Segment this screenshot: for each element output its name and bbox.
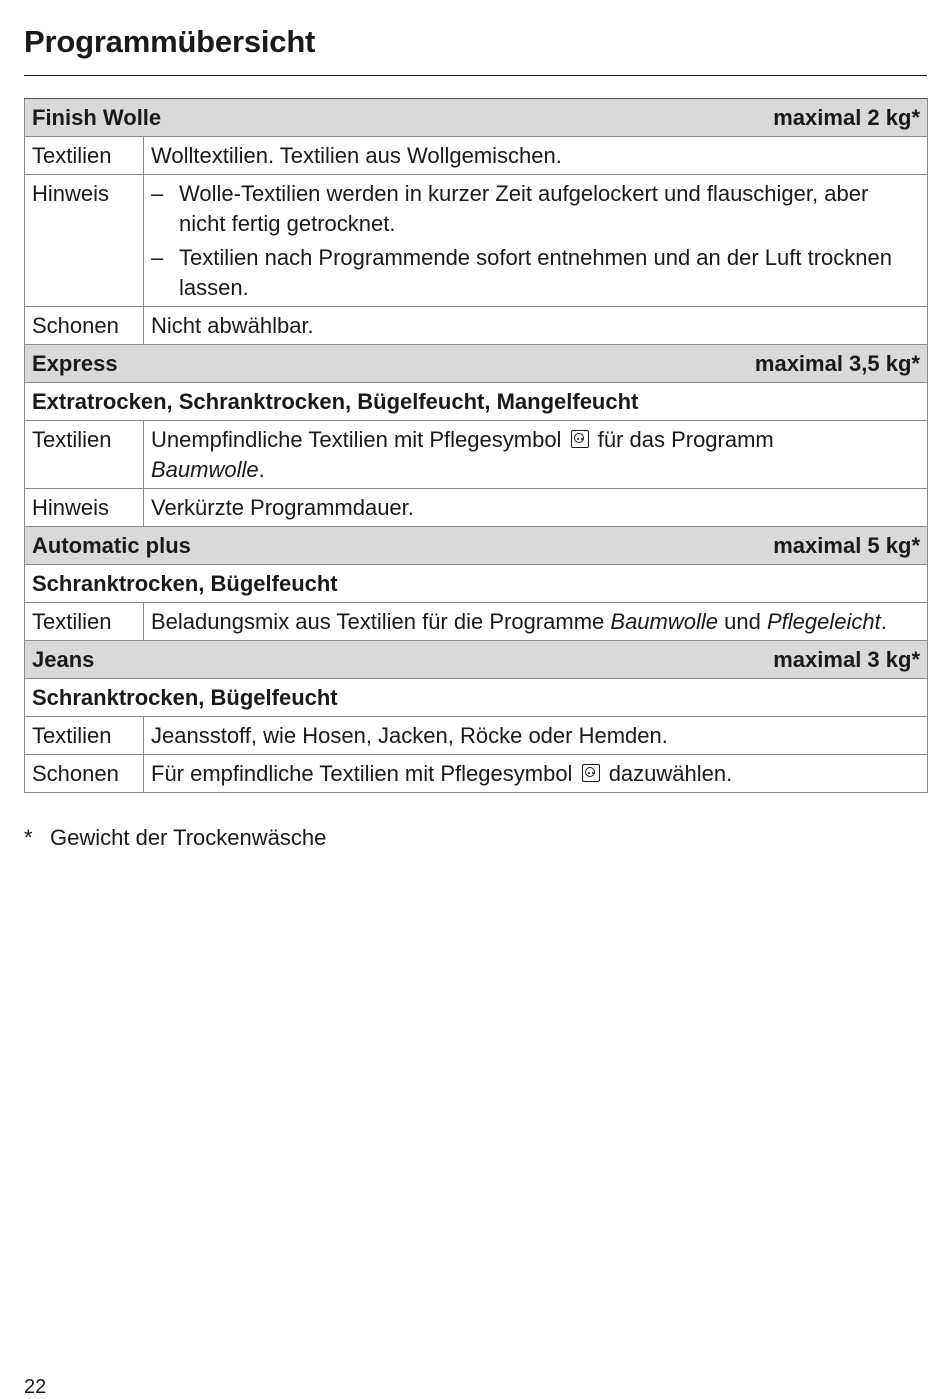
program-max-load: maximal 3 kg*	[773, 647, 920, 672]
row-value: Wolltextilien. Textilien aus Wollgemischen.	[144, 137, 928, 175]
program-header-automatic-plus	[25, 527, 928, 565]
dryness-levels: Extratrocken, Schranktrocken, Bügelfeucht, Mangelfeucht	[25, 383, 928, 421]
dryness-levels-row	[25, 679, 928, 717]
footnote-marker: *	[24, 825, 33, 850]
row-label: Textilien	[25, 717, 144, 755]
row-label: Textilien	[25, 421, 144, 489]
program-reference: Baumwolle	[151, 457, 259, 482]
table-row	[25, 755, 928, 793]
row-label: Schonen	[25, 755, 144, 793]
table-row	[25, 307, 928, 345]
program-name: Automatic plus	[32, 533, 191, 558]
page-title: Programmübersicht	[24, 24, 316, 59]
row-label: Schonen	[25, 307, 144, 345]
row-label: Hinweis	[25, 489, 144, 527]
row-value	[144, 603, 928, 641]
dash-marker: –	[151, 181, 164, 206]
dash-marker: –	[151, 245, 164, 270]
row-value: Nicht abwählbar.	[144, 307, 928, 345]
footnote	[24, 825, 326, 851]
dryness-levels-row	[25, 565, 928, 603]
hint-text: Textilien nach Programmende sofort entnehmen und an der Luft trocknen lassen.	[179, 245, 892, 300]
hint-list	[144, 175, 928, 307]
title-divider	[24, 75, 927, 76]
text-segment: dazuwählen.	[608, 761, 733, 786]
dryness-levels: Schranktrocken, Bügelfeucht	[25, 565, 928, 603]
row-value: Verkürzte Programmdauer.	[144, 489, 928, 527]
program-overview-table	[24, 98, 928, 793]
program-header-finish-wolle	[25, 99, 928, 137]
row-value	[144, 421, 928, 489]
text-segment: .	[880, 609, 887, 634]
page-number: 22	[24, 1376, 47, 1398]
table-row	[25, 717, 928, 755]
table-row	[25, 137, 928, 175]
program-max-load: maximal 2 kg*	[773, 105, 920, 130]
hint-item	[151, 179, 920, 239]
table-row	[25, 175, 928, 307]
program-header-jeans	[25, 641, 928, 679]
row-value	[144, 755, 928, 793]
tumble-dry-normal-icon	[571, 430, 589, 448]
text-segment: für das Programm	[597, 427, 774, 452]
text-segment: Unempfindliche Textilien mit Pflegesymbol	[151, 427, 562, 452]
hint-text: Wolle-Textilien werden in kurzer Zeit aufgelockert und flauschiger, aber nicht fertig getrocknet.	[179, 181, 869, 236]
program-reference: Baumwolle	[610, 609, 718, 634]
program-header-express	[25, 345, 928, 383]
dryness-levels: Schranktrocken, Bügelfeucht	[25, 679, 928, 717]
program-name: Finish Wolle	[32, 105, 162, 130]
row-label: Textilien	[25, 603, 144, 641]
row-label: Hinweis	[25, 175, 144, 307]
program-name: Express	[32, 351, 118, 376]
hint-item	[151, 243, 920, 303]
table-row	[25, 489, 928, 527]
text-segment: und	[724, 609, 761, 634]
table-row	[25, 421, 928, 489]
table-row	[25, 603, 928, 641]
text-segment: Beladungsmix aus Textilien für die Programme	[151, 609, 605, 634]
program-max-load: maximal 5 kg*	[773, 533, 920, 558]
program-reference: Pflegeleicht	[766, 609, 881, 634]
text-segment: .	[258, 457, 265, 482]
dryness-levels-row	[25, 383, 928, 421]
footnote-text: Gewicht der Trockenwäsche	[50, 825, 327, 850]
row-label: Textilien	[25, 137, 144, 175]
tumble-dry-normal-icon	[582, 764, 600, 782]
program-name: Jeans	[32, 647, 95, 672]
text-segment: Für empfindliche Textilien mit Pflegesymbol	[151, 761, 573, 786]
program-max-load: maximal 3,5 kg*	[754, 351, 920, 376]
row-value: Jeansstoff, wie Hosen, Jacken, Röcke oder Hemden.	[144, 717, 928, 755]
